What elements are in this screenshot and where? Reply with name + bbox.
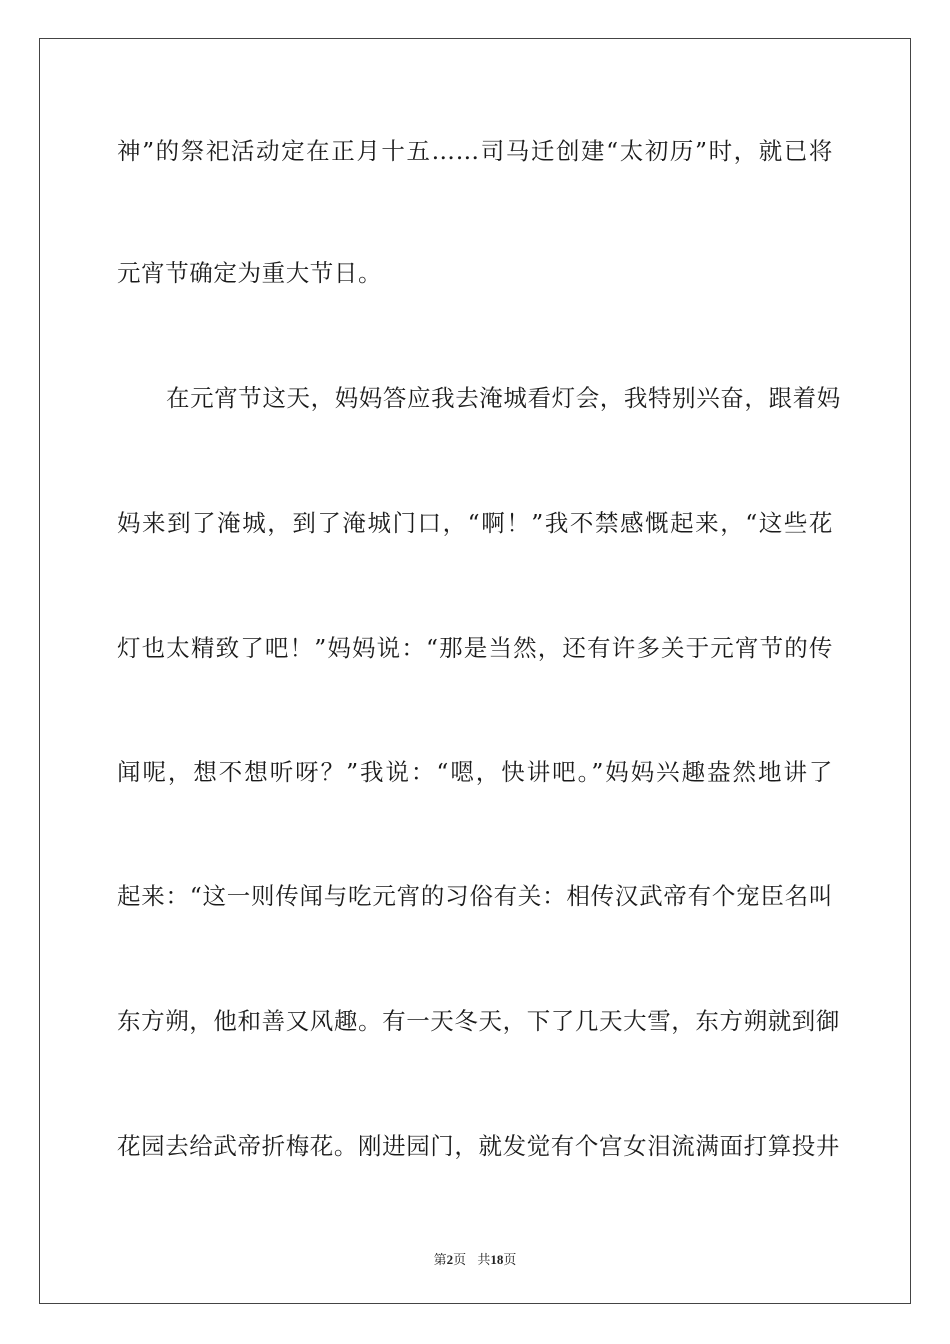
paragraph-line: 神”的祭祀活动定在正月十五……司马迁创建“太初历”时，就已将 — [117, 137, 833, 165]
paragraph-line: 元宵节确定为重大节日。 — [117, 259, 383, 287]
paragraph-line: 灯也太精致了吧！”妈妈说：“那是当然，还有许多关于元宵节的传 — [117, 634, 833, 662]
paragraph-line: 东方朔，他和善又风趣。有一天冬天，下了几天大雪，东方朔就到御 — [117, 1007, 840, 1035]
paragraph-line: 花园去给武帝折梅花。刚进园门，就发觉有个宫女泪流满面打算投井 — [117, 1132, 840, 1160]
current-page-indicator: 第2页 — [433, 1252, 467, 1267]
page-footer — [0, 1249, 950, 1268]
paragraph-line: 妈来到了淹城，到了淹城门口，“啊！”我不禁感慨起来，“这些花 — [117, 509, 833, 537]
paragraph-line: 在元宵节这天，妈妈答应我去淹城看灯会，我特别兴奋，跟着妈 — [166, 384, 841, 412]
paragraph-line: 闻呢，想不想听呀？”我说：“嗯，快讲吧。”妈妈兴趣盎然地讲了 — [117, 758, 833, 786]
total-pages-indicator: 共18页 — [477, 1252, 517, 1267]
paragraph-line: 起来：“这一则传闻与吃元宵的习俗有关：相传汉武帝有个宠臣名叫 — [117, 882, 833, 910]
page-border — [39, 38, 911, 1304]
